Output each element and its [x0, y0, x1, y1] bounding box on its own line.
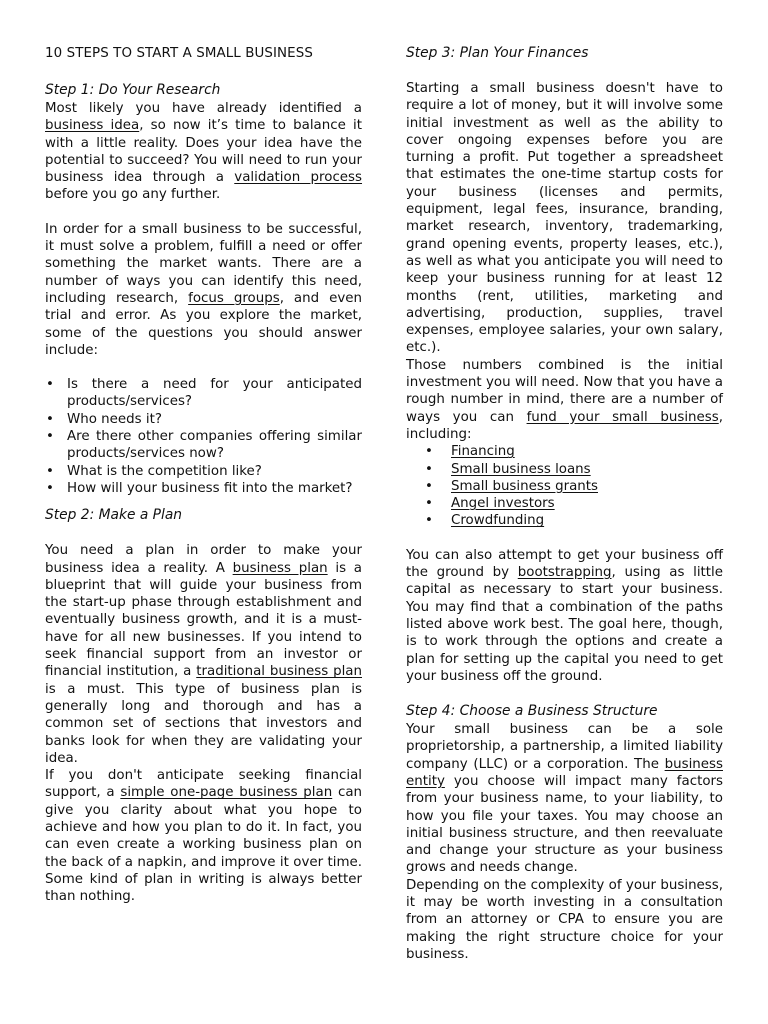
list-item: • What is the competition like?	[46, 463, 262, 479]
step1-heading: Step 1: Do Your Research	[45, 82, 221, 98]
small-business-grants-link[interactable]: Small business grants	[451, 478, 598, 494]
bullet-icon: •	[46, 411, 54, 427]
step3-paragraph-2: Those numbers combined is the initial investment you will need. Now that you have a rough number in mind, there are a number of ways you can fund your small business, including:	[406, 357, 723, 442]
step2-heading: Step 2: Make a Plan	[45, 507, 183, 524]
bullet-icon: •	[425, 461, 433, 477]
business-entity-link[interactable]: business entity	[406, 756, 723, 789]
bullet-icon: •	[425, 444, 433, 460]
traditional-business-plan-link[interactable]: traditional business plan	[196, 664, 362, 680]
step2-paragraph-2: If you don't anticipate seeking financial support, a simple one-page business plan can give you clarity about what you hope to achieve and how you plan to do it. In fact, you can even create a working business plan on the back of a napkin, and improve it over time. Some kind of plan in writing is always better than nothing.	[45, 768, 363, 905]
list-item: • How will your business fit into the market?	[46, 480, 353, 496]
financing-link[interactable]: Financing	[451, 444, 515, 460]
list-item	[406, 512, 723, 529]
step4-heading: Step 4: Choose a Business Structure	[406, 703, 658, 720]
step3-heading: Step 3: Plan Your Finances	[406, 45, 589, 61]
document-title: 10 STEPS TO START A SMALL BUSINESS	[45, 46, 313, 61]
research-questions-list	[45, 376, 362, 497]
simple-business-plan-link[interactable]: simple one-page business plan	[120, 785, 333, 801]
step2-paragraph-1: You need a plan in order to make your business idea a reality. A business plan is a blueprint that will guide your business from the start-up phase through establishment and eventually business growth, and it is a must-have for all new businesses. If you intend to seek financial support from an investor or financial institution, a traditional business plan is a must. This type of business plan is generally long and thorough and has a common set of sections that investors and banks look for when they are validating your idea.	[45, 543, 362, 766]
right-column	[406, 44, 723, 963]
small-business-loans-link[interactable]: Small business loans	[451, 461, 591, 477]
bullet-icon: •	[425, 478, 433, 494]
business-idea-link[interactable]: business idea	[45, 118, 140, 134]
funding-options-list	[406, 443, 723, 529]
validation-process-link[interactable]: validation process	[234, 170, 363, 186]
step1-paragraph-2: In order for a small business to be successful, it must solve a problem, fulfill a need or offer something the market wants. There are a number of ways you can identify this need, including research, focus groups, and even trial and error. As you explore the market, some of the questions you should answer include:	[45, 221, 362, 358]
focus-groups-link[interactable]: focus groups	[188, 290, 280, 306]
step3-paragraph-1: Starting a small business doesn't have to require a lot of money, but it will involve some initial investment as well as the ability to cover ongoing expenses before you are turning a profit. Put together a spreadsheet that estimates the one-time startup costs for your business (licenses and permits, equipment, legal fees, insurance, branding, market research, inventory, trademarking, grand opening events, property leases, etc.), as well as what you anticipate you will need to keep your business running for at least 12 months (rent, utilities, marketing and advertising, production, supplies, travel expenses, employee salaries, your own salary, etc.).	[406, 81, 723, 356]
crowdfunding-link[interactable]: Crowdfunding	[451, 513, 545, 529]
bullet-icon: •	[46, 429, 54, 445]
bullet-icon: •	[46, 463, 54, 479]
list-item: • Is there a need for your anticipated products/services?	[46, 377, 362, 410]
bullet-icon: •	[425, 513, 433, 529]
business-plan-link[interactable]: business plan	[232, 560, 328, 576]
left-column	[45, 44, 362, 905]
bullet-icon: •	[46, 480, 54, 496]
list-item	[406, 495, 723, 512]
bootstrapping-link[interactable]: bootstrapping	[517, 565, 612, 581]
list-item	[406, 461, 723, 478]
fund-small-business-link[interactable]: fund your small business	[526, 409, 719, 425]
list-item	[406, 443, 723, 460]
angel-investors-link[interactable]: Angel investors	[451, 496, 555, 512]
list-item	[406, 478, 723, 495]
step3-paragraph-3: You can also attempt to get your business off the ground by bootstrapping, using as little capital as necessary to start your business. You may find that a combination of the paths listed above work best. The goal here, though, is to work through the options and create a plan for setting up the capital you need to get your business off the ground.	[406, 547, 724, 684]
list-item: • Who needs it?	[46, 411, 162, 427]
step4-paragraph-2: Depending on the complexity of your business, it may be worth investing in a consultation from an attorney or CPA to ensure you are making the right structure choice for your business.	[406, 877, 723, 962]
bullet-icon: •	[425, 496, 433, 512]
step1-paragraph-1: Most likely you have already identified a business idea, so now it’s time to balance it with a little reality. Does your idea have the potential to succeed? You will need to run your business idea through a validation process before you go any further.	[45, 101, 363, 203]
list-item: • Are there other companies offering similar products/services now?	[46, 429, 362, 462]
bullet-icon: •	[46, 377, 54, 393]
step4-paragraph-1: Your small business can be a sole proprietorship, a partnership, a limited liability company (LLC) or a corporation. The business entity you choose will impact many factors from your business name, to your liability, to how you file your taxes. You may choose an initial business structure, and then reevaluate and change your structure as your business grows and needs change.	[406, 722, 723, 876]
